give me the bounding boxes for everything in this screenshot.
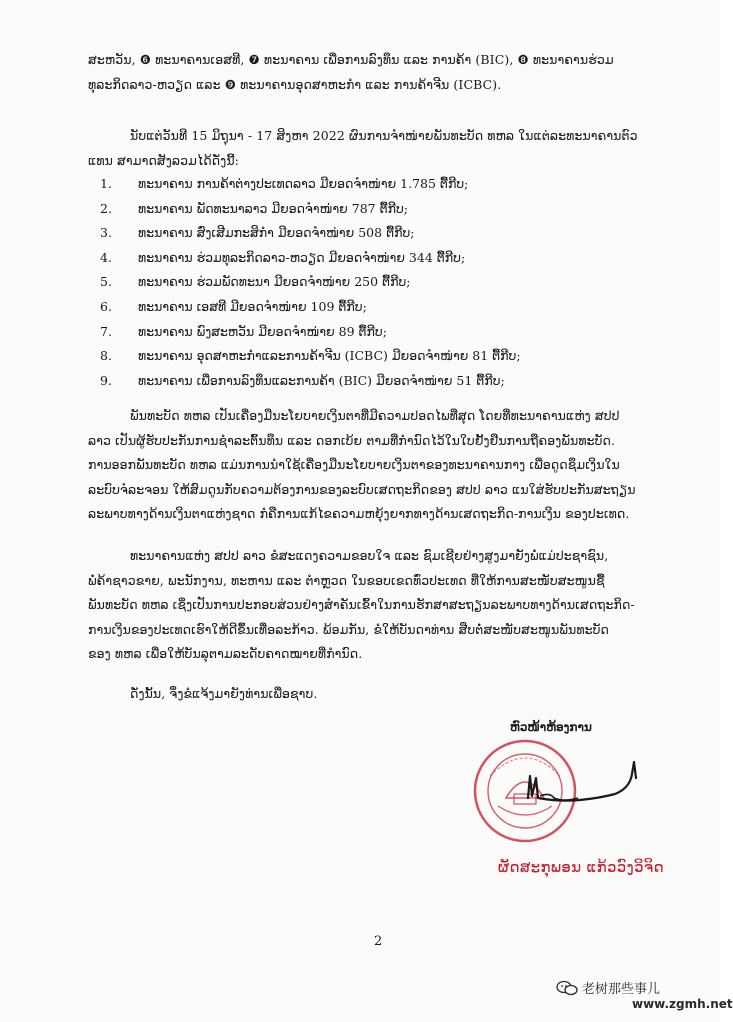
watermark-name: 老树那些事儿 (582, 982, 661, 997)
watermark (556, 978, 733, 1018)
text-line: ການອອກພັນທະບັດ ທຫລ ແມ່ນການນຳໃຊ້ເຄື່ອງມືນະໂຍບາຍເງິນຕາຂອງທະນາຄານກາງ ເພື່ອດູດຊຶມເງິນໃນ (88, 457, 620, 472)
paragraph-bonds (88, 404, 648, 527)
text-line: ທະນາຄານແຫ່ງ ສປປ ລາວ ຂໍສະແດງຄວາມຂອບໃຈ ແລະ ຊົມເຊີຍຢ່າງສູງມາຍັງພໍ່ແມ່ປະຊາຊົນ, (130, 548, 609, 563)
text-line: ພໍ່ຄ້າຊາວຂາຍ, ພະນັກງານ, ທະຫານ ແລະ ຕຳຫຼວດ ໃນຂອບເຂດທົ່ວປະເທດ ທີ່ໃຫ້ການສະໜັບສະໜູນຊື້ (88, 572, 605, 588)
list-item: 2. ທະນາຄານ ພັດທະນາລາວ ມີຍອດຈຳໜ່າຍ 787 ຕື້ກີບ; (100, 200, 409, 216)
text-line: ສະຫວັນ, ❻ ທະນາຄານເອສທີ, ❼ ທະນາຄານ ເພື່ອການລົງທຶນ ແລະ ການຄ້າ (BIC), ❽ ທະນາຄານຮ່ວມ (88, 52, 614, 67)
list-item: 1. ທະນາຄານ ການຄ້າຕ່າງປະເທດລາວ ມີຍອດຈຳໜ່າຍ 1.785 ຕື້ກີບ; (100, 176, 469, 191)
text-line: ທຸລະກິດລາວ-ຫວຽດ ແລະ ❾ ທະນາຄານອຸດສາຫະກຳ ແລະ ການຄ້າຈີນ (ICBC). (88, 76, 502, 92)
text-line: ລະບົບຈໍລະຈອນ ໃຫ້ສົມດູນກັບຄວາມຕ້ອງການຂອງລະບົບເສດຖະກິດຂອງ ສປປ ລາວ ແນໃສ່ຮັບປະກັນສະຖຽນ (88, 481, 636, 497)
text-line: ການເງິນຂອງປະເທດເຮົາໃຫ້ດີຂຶ້ນເທື່ອລະກ້າວ. ພ້ອມກັນ, ຂໍໃຫ້ບັນດາທ່ານ ສືບຕໍ່ສະໜັບສະໜູນພັນທະບັດ (88, 621, 610, 637)
text-line: ນັບແຕ່ວັນທີ 15 ມິຖຸນາ - 17 ສິງຫາ 2022 ຜົນການຈຳໜ່າຍພັນທະບັດ ທຫລ ໃນແຕ່ລະທະນາຄານຕົວ (130, 128, 638, 143)
wechat-logo-icon (556, 980, 578, 996)
list-item: 9. ທະນາຄານ ເພື່ອການລົງທຶນແລະການຄ້າ (BIC) ມີຍອດຈຳໜ່າຍ 51 ຕື້ກີບ; (100, 372, 505, 388)
list-item: 7. ທະນາຄານ ພົງສະຫວັນ ມີຍອດຈຳໜ່າຍ 89 ຕື້ກີບ; (100, 323, 387, 339)
list-item: 3. ທະນາຄານ ສົ່ງເສີມກະສິກຳ ມີຍອດຈຳໜ່າຍ 508 ຕື້ກີບ; (100, 225, 415, 241)
signature-block (470, 720, 710, 900)
paragraph-intro (88, 124, 648, 173)
page-number: 2 (374, 934, 383, 949)
text-line: ຂອງ ທຫລ ເພື່ອໃຫ້ບັນລຸຕາມລະດັບຄາດໝາຍທີ່ກຳນົດ. (88, 646, 363, 661)
text-line: ພັນທະບັດ ທຫລ ເຊິ່ງເປັນການປະກອບສ່ວນຢ່າງສຳຄັນເຂົ້າໃນການຮັກສາສະຖຽນລະພາບທາງດ້ານເສດຖະກິດ- (88, 597, 635, 612)
text-line: ພັນທະບັດ ທຫລ ເປັນເຄື່ອງມືນະໂຍບາຍເງິນຕາທີ່ມີຄວາມປອດໄພທີ່ສຸດ ໂດຍທີ່ທະນາຄານແຫ່ງ ສປປ (130, 408, 620, 423)
list-item: 8. ທະນາຄານ ອຸດສາຫະກຳແລະການຄ້າຈີນ (ICBC) ມີຍອດຈຳໜ່າຍ 81 ຕື້ກີບ; (100, 348, 521, 364)
signatory-title: ຫົວໜ້າຫ້ອງການ (510, 720, 592, 734)
paragraph-thanks (88, 544, 648, 667)
text-line: ລາວ ເປັນຜູ້ຮັບປະກັນການຊຳລະຕົ້ນທຶນ ແລະ ດອກເບ້ຍ ຕາມທີ່ກຳນົດໄວ້ໃນໃບຢັ້ງຢືນການຖືຄອງພັນທະບັດ. (88, 432, 616, 448)
list-item: 6. ທະນາຄານ ເອສທີ ມີຍອດຈຳໜ່າຍ 109 ຕື້ກີບ; (100, 298, 367, 314)
paragraph-top (88, 48, 648, 97)
closing-line: ດັ່ງນັ້ນ, ຈຶ່ງຂໍແຈ້ງມາຍັງທ່ານເພື່ອຊາບ. (130, 686, 318, 701)
list-item: 4. ທະນາຄານ ຮ່ວມທຸລະກິດລາວ-ຫວຽດ ມີຍອດຈຳໜ່າຍ 344 ຕື້ກີບ; (100, 249, 466, 265)
watermark-url: www.zgmh.net (632, 997, 733, 1011)
list-item: 5. ທະນາຄານ ຮ່ວມພັດທະນາ ມີຍອດຈຳໜ່າຍ 250 ຕື້ກີບ; (100, 274, 411, 290)
handwritten-signature-icon (520, 748, 650, 818)
signatory-name: ຜັດສະກຸພອນ ແກ້ວວົງວິຈິດ (498, 858, 664, 876)
sales-list (100, 172, 640, 393)
text-line: ແທນ ສາມາດສັງລວມໄດ້ດັ່ງນີ້: (88, 152, 239, 168)
text-line: ລະພາບທາງດ້ານເງິນຕາແຫ່ງຊາດ ກໍຄືການແກ້ໄຂຄວາມຫຍຸ້ງຍາກທາງດ້ານເສດຖະກິດ-ການເງິນ ຂອງປະເທດ. (88, 506, 630, 521)
